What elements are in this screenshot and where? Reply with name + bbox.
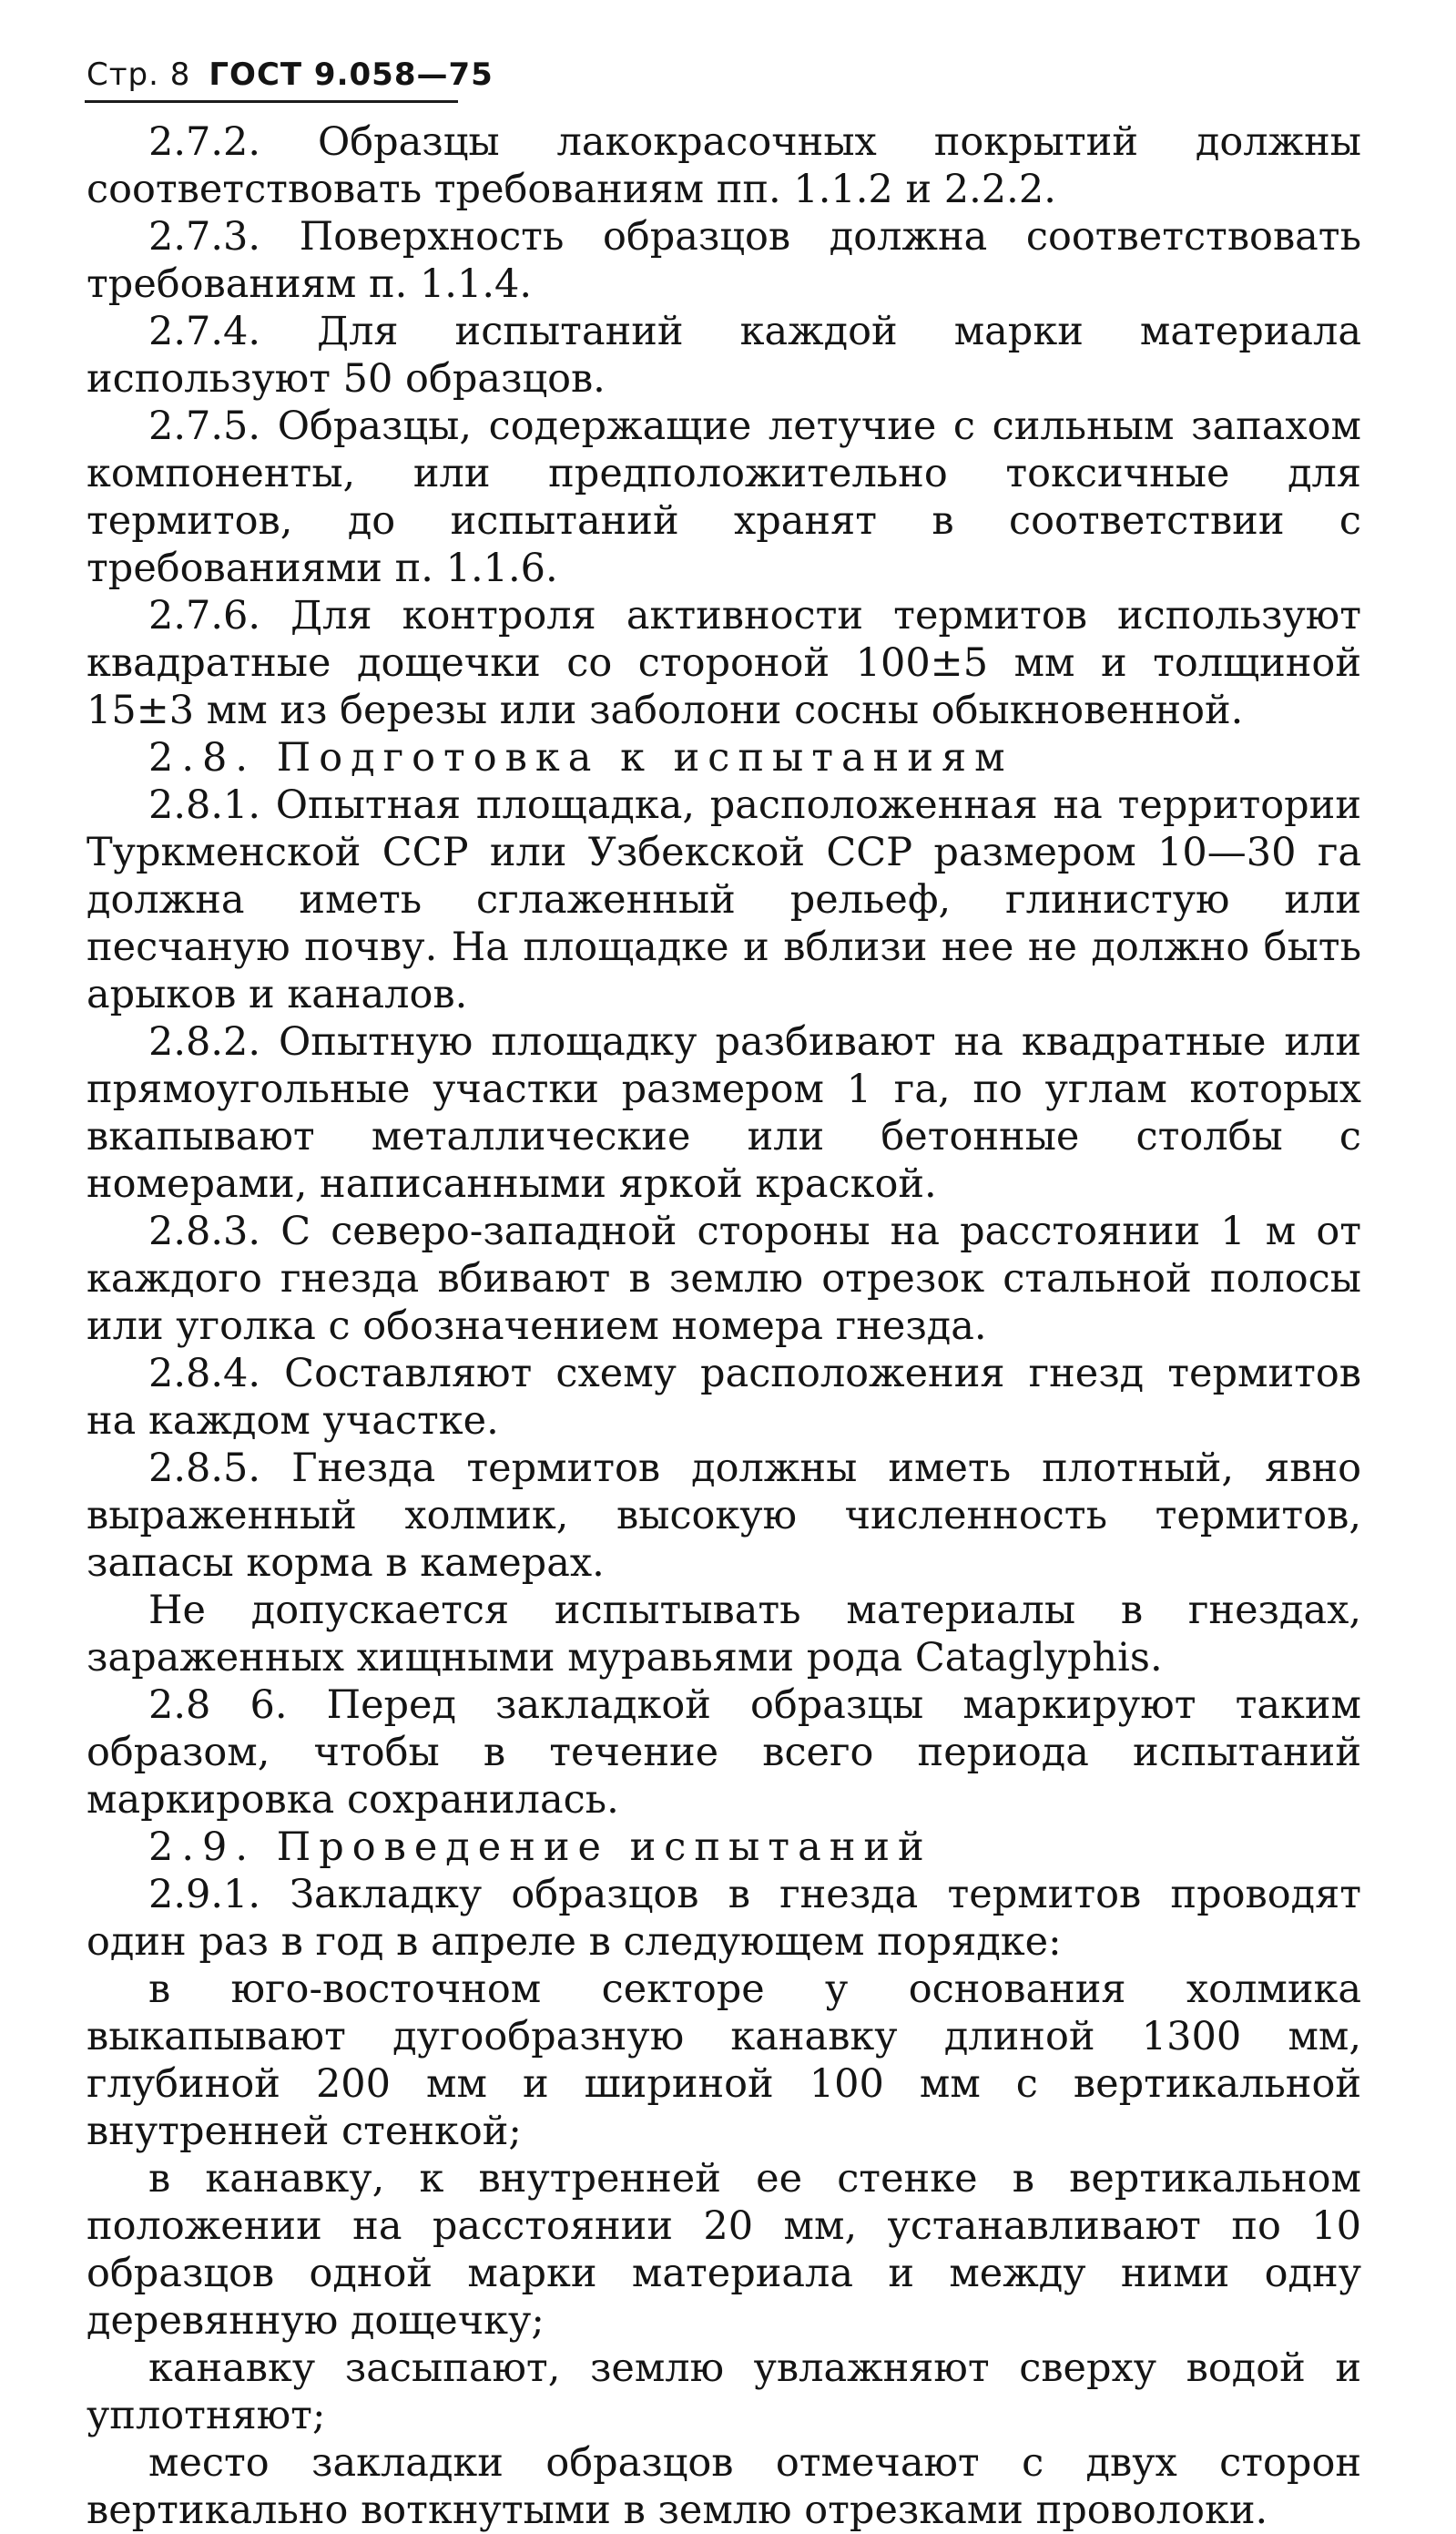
header-rule xyxy=(85,100,458,103)
section-heading-2-9: 2.9. Проведение испытаний xyxy=(148,1824,932,1870)
paragraph-2-8-1: 2.8.1. Опытная площадка, расположенная на территории Туркменской ССР или Узбекской ССР размером 10—30 га должна иметь сглаженный рельеф, глинистую или песчаную почву. На площадке и вблизи нее не должно быть арыков и каналов. xyxy=(87,782,1361,1017)
paragraph-2-7-5: 2.7.5. Образцы, содержащие летучие с сильным запахом компоненты, или предположительно токсичные для термитов, до испытаний хранят в соответствии с требованиями п. 1.1.6. xyxy=(87,404,1361,591)
procedure-step-3: канавку засыпают, землю увлажняют сверху водой и уплотняют; xyxy=(87,2345,1361,2438)
paragraph-2-7-6: 2.7.6. Для контроля активности термитов используют квадратные дощечки со стороной 100±5 мм и толщиной 15±3 мм из березы или заболони сосны обыкновенной. xyxy=(87,593,1361,733)
paragraph-2-7-4: 2.7.4. Для испытаний каждой марки материала используют 50 образцов. xyxy=(87,309,1361,402)
paragraph-2-8-4: 2.8.4. Составляют схему расположения гнезд термитов на каждом участке. xyxy=(87,1351,1361,1444)
paragraph-2-7-2: 2.7.2. Образцы лакокрасочных покрытий должны соответствовать требованиям пп. 1.1.2 и 2.2.2. xyxy=(87,119,1361,212)
page-header xyxy=(87,56,494,93)
procedure-step-1: в юго-восточном секторе у основания холмика выкапывают дугообразную канавку длиной 1300 мм, глубиной 200 мм и шириной 100 мм с вертикальной внутренней стенкой; xyxy=(87,1967,1361,2154)
section-heading-2-8: 2.8. Подготовка к испытаниям xyxy=(148,735,1013,781)
procedure-step-4: место закладки образцов отмечают с двух сторон вертикально воткнутыми в землю отрезками проволоки. xyxy=(87,2440,1361,2533)
paragraph-2-8-5: 2.8.5. Гнезда термитов должны иметь плотный, явно выраженный холмик, высокую численность термитов, запасы корма в камерах. xyxy=(87,1446,1361,1586)
procedure-step-2: в канавку, к внутренней ее стенке в вертикальном положении на расстоянии 20 мм, устанавливают по 10 образцов одной марки материала и между ними одну деревянную дощечку; xyxy=(87,2156,1361,2344)
paragraph-2-9-1: 2.9.1. Закладку образцов в гнезда термитов проводят один раз в год в апреле в следующем порядке: xyxy=(87,1872,1361,1965)
page-label: Стр. 8 xyxy=(87,56,191,93)
paragraph-2-8-2: 2.8.2. Опытную площадку разбивают на квадратные или прямоугольные участки размером 1 га, по углам которых вкапывают металлические или бетонные столбы с номерами, написанными яркой краской. xyxy=(87,1019,1361,1207)
paragraph-2-8-6: 2.8 6. Перед закладкой образцы маркируют таким образом, чтобы в течение всего периода испытаний маркировка сохранилась. xyxy=(87,1682,1361,1823)
document-body xyxy=(87,118,1361,2534)
paragraph-2-7-3: 2.7.3. Поверхность образцов должна соответствовать требованиям п. 1.1.4. xyxy=(87,214,1361,307)
paragraph-2-8-5-note: Не допускается испытывать материалы в гнездах, зараженных хищными муравьями рода Cataglyphis. xyxy=(87,1588,1361,1681)
paragraph-2-8-3: 2.8.3. С северо-западной стороны на расстоянии 1 м от каждого гнезда вбивают в землю отрезок стальной полосы или уголка с обозначением номера гнезда. xyxy=(87,1209,1361,1349)
standard-number: ГОСТ 9.058—75 xyxy=(209,56,494,93)
